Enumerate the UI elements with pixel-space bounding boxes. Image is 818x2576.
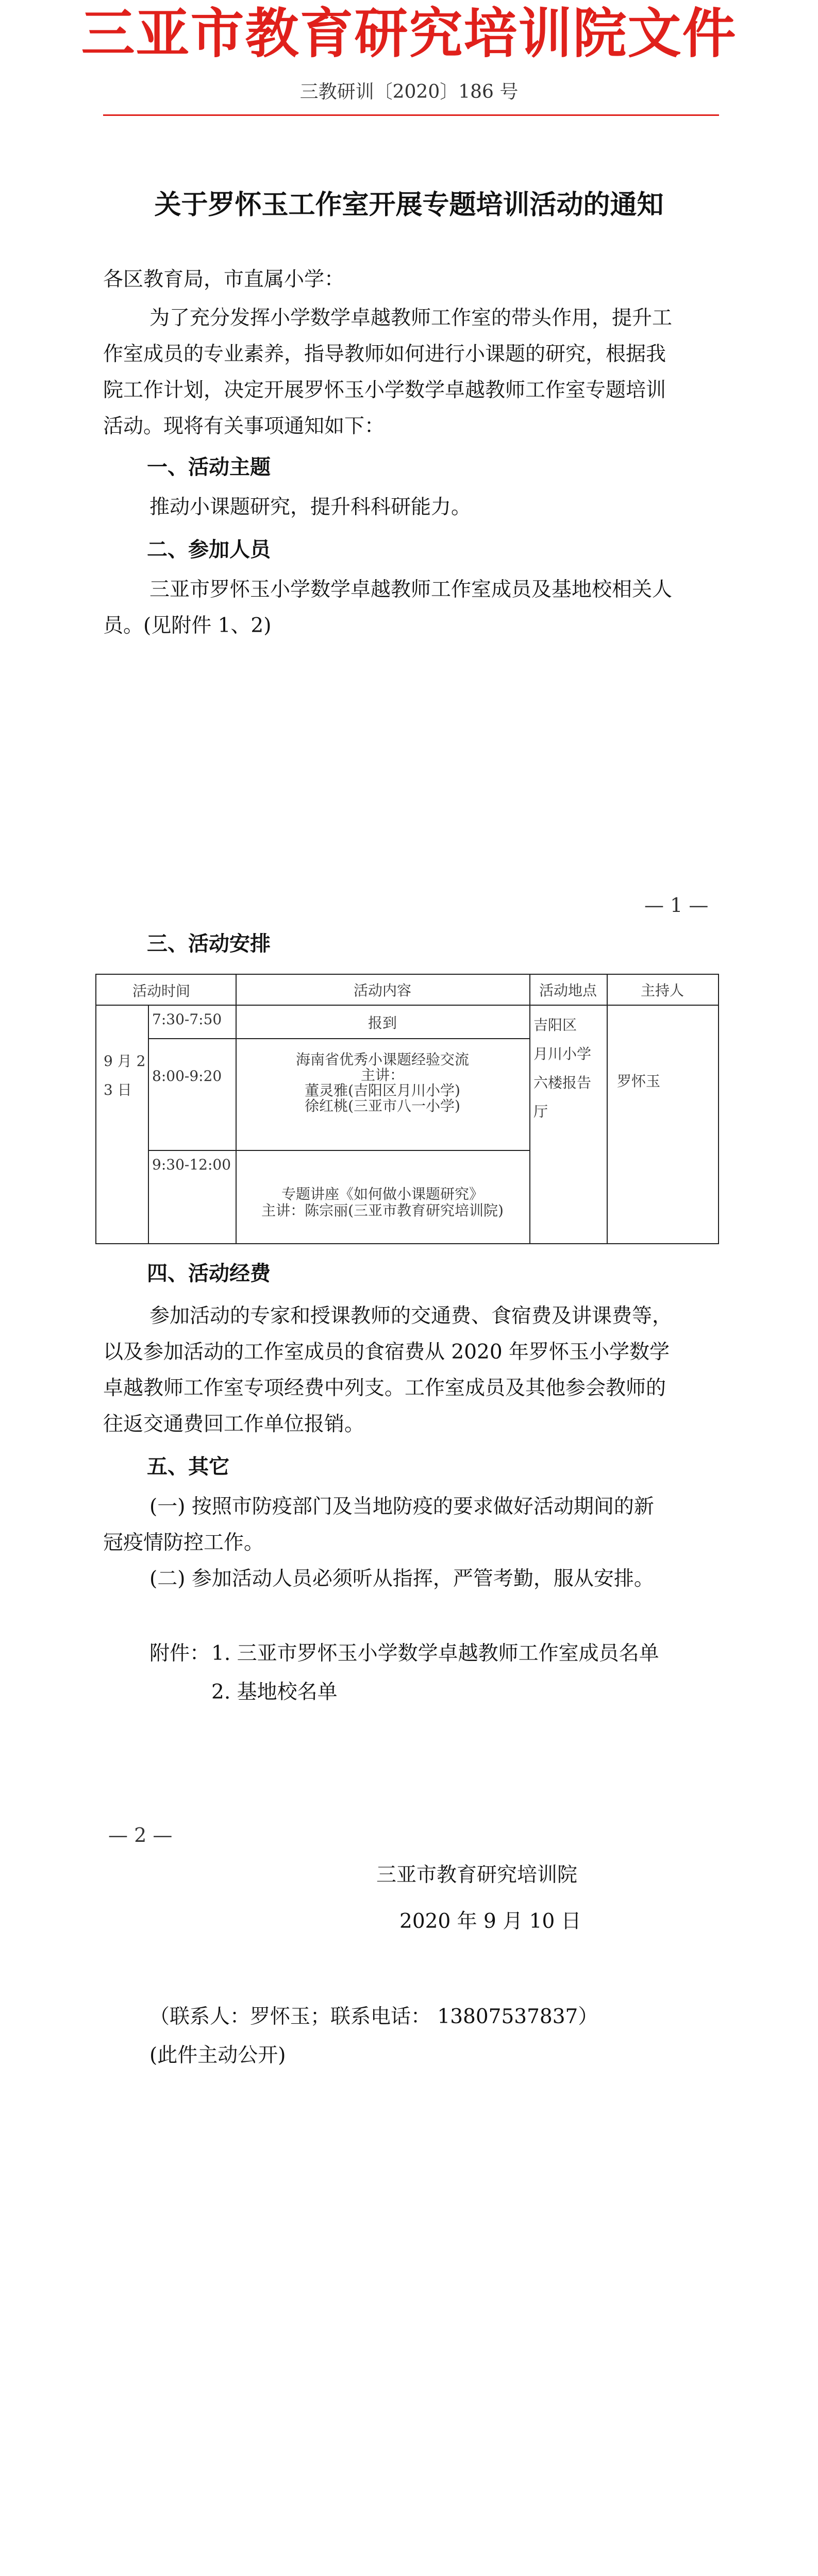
table-row-3-time: 9:30-12:00 xyxy=(152,1156,231,1173)
table-divider xyxy=(148,1150,529,1151)
attachment-item-2: 2. 基地校名单 xyxy=(211,1681,338,1704)
section-1-title: 一、活动主题 xyxy=(147,455,271,479)
section-5-item-1-line-2: 冠疫情防控工作。 xyxy=(103,1531,264,1554)
table-row-2-content-line: 主讲： xyxy=(360,1066,404,1083)
table-divider xyxy=(607,975,608,1243)
contact-line: （联系人：罗怀玉；联系电话： 13807537837） xyxy=(149,2005,598,2028)
signature-org: 三亚市教育研究培训院 xyxy=(376,1863,578,1887)
document-header-title: 三亚市教育研究培训院文件 xyxy=(81,2,737,65)
table-date-line-1: 9 月 2 xyxy=(104,1053,146,1070)
intro-line-1: 为了充分发挥小学数学卓越教师工作室的带头作用，提升工 xyxy=(149,307,673,330)
table-date-cell xyxy=(96,1047,148,1105)
section-3-title: 三、活动安排 xyxy=(147,932,271,956)
table-location-line: 厅 xyxy=(533,1103,548,1120)
table-row-1-time: 7:30-7:50 xyxy=(152,1011,222,1028)
section-1-body: 推动小课题研究，提升科科研能力。 xyxy=(149,496,472,519)
section-4-line-1: 参加活动的专家和授课教师的交通费、食宿费及讲课费等， xyxy=(149,1304,673,1328)
table-row-3-content-line: 主讲：陈宗丽(三亚市教育研究培训院) xyxy=(261,1202,504,1219)
section-4-line-2: 以及参加活动的工作室成员的食宿费从 2020 年罗怀玉小学数学 xyxy=(103,1341,670,1364)
table-location-line: 吉阳区 xyxy=(533,1016,577,1033)
table-row-1-content: 报到 xyxy=(368,1014,397,1031)
document-number: 三教研训〔2020〕186 号 xyxy=(299,81,519,103)
notice-title: 关于罗怀玉工作室开展专题培训活动的通知 xyxy=(154,189,664,221)
table-location-line: 月川小学 xyxy=(533,1045,592,1062)
table-divider xyxy=(148,1006,149,1243)
salutation: 各区教育局，市直属小学： xyxy=(103,268,345,291)
page-number-2: — 2 — xyxy=(108,1824,173,1846)
attachments-label: 附件： xyxy=(149,1642,210,1665)
table-host-cell: 罗怀玉 xyxy=(617,1073,661,1090)
intro-line-3: 院工作计划，决定开展罗怀玉小学数学卓越教师工作室专题培训 xyxy=(103,379,666,402)
table-row-2-content-line: 海南省优秀小课题经验交流 xyxy=(295,1051,469,1068)
table-header-time: 活动时间 xyxy=(132,982,191,999)
attachment-item-1: 1. 三亚市罗怀玉小学数学卓越教师工作室成员名单 xyxy=(211,1642,659,1665)
table-divider xyxy=(148,1038,529,1039)
section-2-title: 二、参加人员 xyxy=(147,538,271,562)
section-5-item-1-line-1: (一) 按照市防疫部门及当地防疫的要求做好活动期间的新 xyxy=(149,1495,654,1518)
disclosure-note: (此件主动公开) xyxy=(149,2044,286,2067)
signature-date: 2020 年 9 月 10 日 xyxy=(399,1910,581,1933)
section-2-line-1: 三亚市罗怀玉小学数学卓越教师工作室成员及基地校相关人 xyxy=(149,578,673,601)
table-date-line-2: 3 日 xyxy=(104,1081,132,1098)
section-2-line-2: 员。(见附件 1、2) xyxy=(103,614,272,637)
table-divider xyxy=(529,975,530,1243)
table-row-2-time: 8:00-9:20 xyxy=(152,1067,222,1084)
page-number-1: — 1 — xyxy=(644,894,709,917)
table-header-content: 活动内容 xyxy=(353,982,411,999)
section-4-title: 四、活动经费 xyxy=(147,1262,271,1285)
table-row-2-content-line: 董灵雅(吉阳区月川小学) xyxy=(305,1082,460,1099)
intro-line-2: 作室成员的专业素养，指导教师如何进行小课题的研究，根据我 xyxy=(103,343,666,366)
table-row-2-content xyxy=(236,1052,529,1114)
header-red-rule xyxy=(103,114,719,116)
intro-line-4: 活动。现将有关事项通知如下： xyxy=(103,415,385,438)
table-location-cell xyxy=(533,1011,607,1126)
section-5-item-2: (二) 参加活动人员必须听从指挥，严管考勤，服从安排。 xyxy=(149,1567,654,1590)
section-4-line-4: 往返交通费回工作单位报销。 xyxy=(103,1413,365,1436)
section-5-title: 五、其它 xyxy=(147,1455,229,1479)
table-header-location: 活动地点 xyxy=(539,982,597,999)
table-row-3-content xyxy=(236,1186,529,1219)
table-location-line: 六楼报告 xyxy=(533,1074,592,1091)
table-row-2-content-line: 徐红桃(三亚市八一小学) xyxy=(305,1097,460,1114)
schedule-table xyxy=(95,974,719,1244)
table-header-host: 主持人 xyxy=(640,982,684,999)
table-row-3-content-line: 专题讲座《如何做小课题研究》 xyxy=(281,1185,483,1202)
section-4-line-3: 卓越教师工作室专项经费中列支。工作室成员及其他参会教师的 xyxy=(103,1377,666,1400)
